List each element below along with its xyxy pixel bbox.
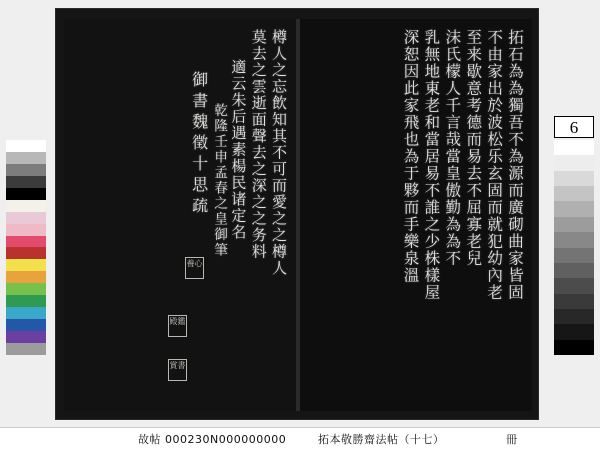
accession-id: 故帖 000230N000000000 (138, 432, 287, 446)
text-column: 拓石為為獨吾不為源而廣砌曲家皆固 (506, 29, 524, 301)
left-leaf-columns (64, 19, 296, 411)
color-swatch (6, 164, 46, 176)
colophon-title: 御書魏徵十思疏 (189, 71, 209, 218)
color-swatch (6, 176, 46, 188)
color-swatch (6, 200, 46, 212)
grey-swatch (554, 309, 594, 324)
volume-label: 冊 (506, 432, 517, 446)
text-column: 適云朱后遇素楊民诸定名 (229, 59, 248, 241)
grey-swatch (554, 186, 594, 201)
color-swatch (6, 236, 46, 248)
color-swatch (6, 295, 46, 307)
rubbing-album (55, 8, 539, 420)
seal-impression: 殿鑑 (168, 315, 187, 337)
text-column: 樽人之忘飲知其不可而愛之之樽人 (270, 29, 288, 277)
album-right-leaf (300, 19, 532, 411)
color-swatch (6, 307, 46, 319)
grey-swatch (554, 248, 594, 263)
color-swatch (6, 259, 46, 271)
color-swatch (6, 319, 46, 331)
grey-swatch (554, 201, 594, 216)
grey-swatch (554, 278, 594, 293)
grey-swatch (554, 217, 594, 232)
color-swatch (6, 331, 46, 343)
grey-swatch (554, 294, 594, 309)
album-left-leaf (64, 19, 296, 411)
seal-impression: 賞書 (168, 359, 187, 381)
grey-swatch (554, 155, 594, 170)
text-column: 至来歇意考德而易去不屈寡老兒 (464, 29, 483, 267)
color-swatch (6, 343, 46, 355)
color-swatch (6, 247, 46, 259)
color-swatch (6, 188, 46, 200)
caption-strip (0, 427, 600, 449)
color-swatch (6, 283, 46, 295)
greyscale-calibration-bar (554, 140, 594, 355)
color-calibration-bar (6, 140, 46, 355)
grey-swatch (554, 263, 594, 278)
color-swatch (6, 212, 46, 224)
text-column: 莫去之雲逝面聲去之深之之务料 (249, 29, 268, 260)
text-column: 深恕因此家飛也為于夥而手樂泉溫 (401, 29, 420, 284)
grey-swatch (554, 140, 594, 155)
signature-column: 乾隆壬申孟春之皇御筆 (211, 103, 228, 258)
color-swatch (6, 140, 46, 152)
grey-swatch (554, 324, 594, 339)
grey-swatch (554, 340, 594, 355)
grey-swatch (554, 171, 594, 186)
color-swatch (6, 152, 46, 164)
text-column: 不由家出於波松乐玄固而就犯幼內老 (485, 29, 504, 301)
text-column: 乳無地東老和當居易不誰之少株樣屋 (422, 29, 441, 301)
color-swatch (6, 271, 46, 283)
frame-number: 6 (554, 116, 594, 138)
work-title: 拓本敬勝齋法帖（十七） (318, 432, 445, 446)
seal-impression: 養心 (185, 257, 204, 279)
right-leaf-columns (300, 19, 532, 411)
grey-swatch (554, 232, 594, 247)
text-column: 沫氏檬人千言哉當皇傲勤為為不 (443, 29, 462, 267)
color-swatch (6, 224, 46, 236)
